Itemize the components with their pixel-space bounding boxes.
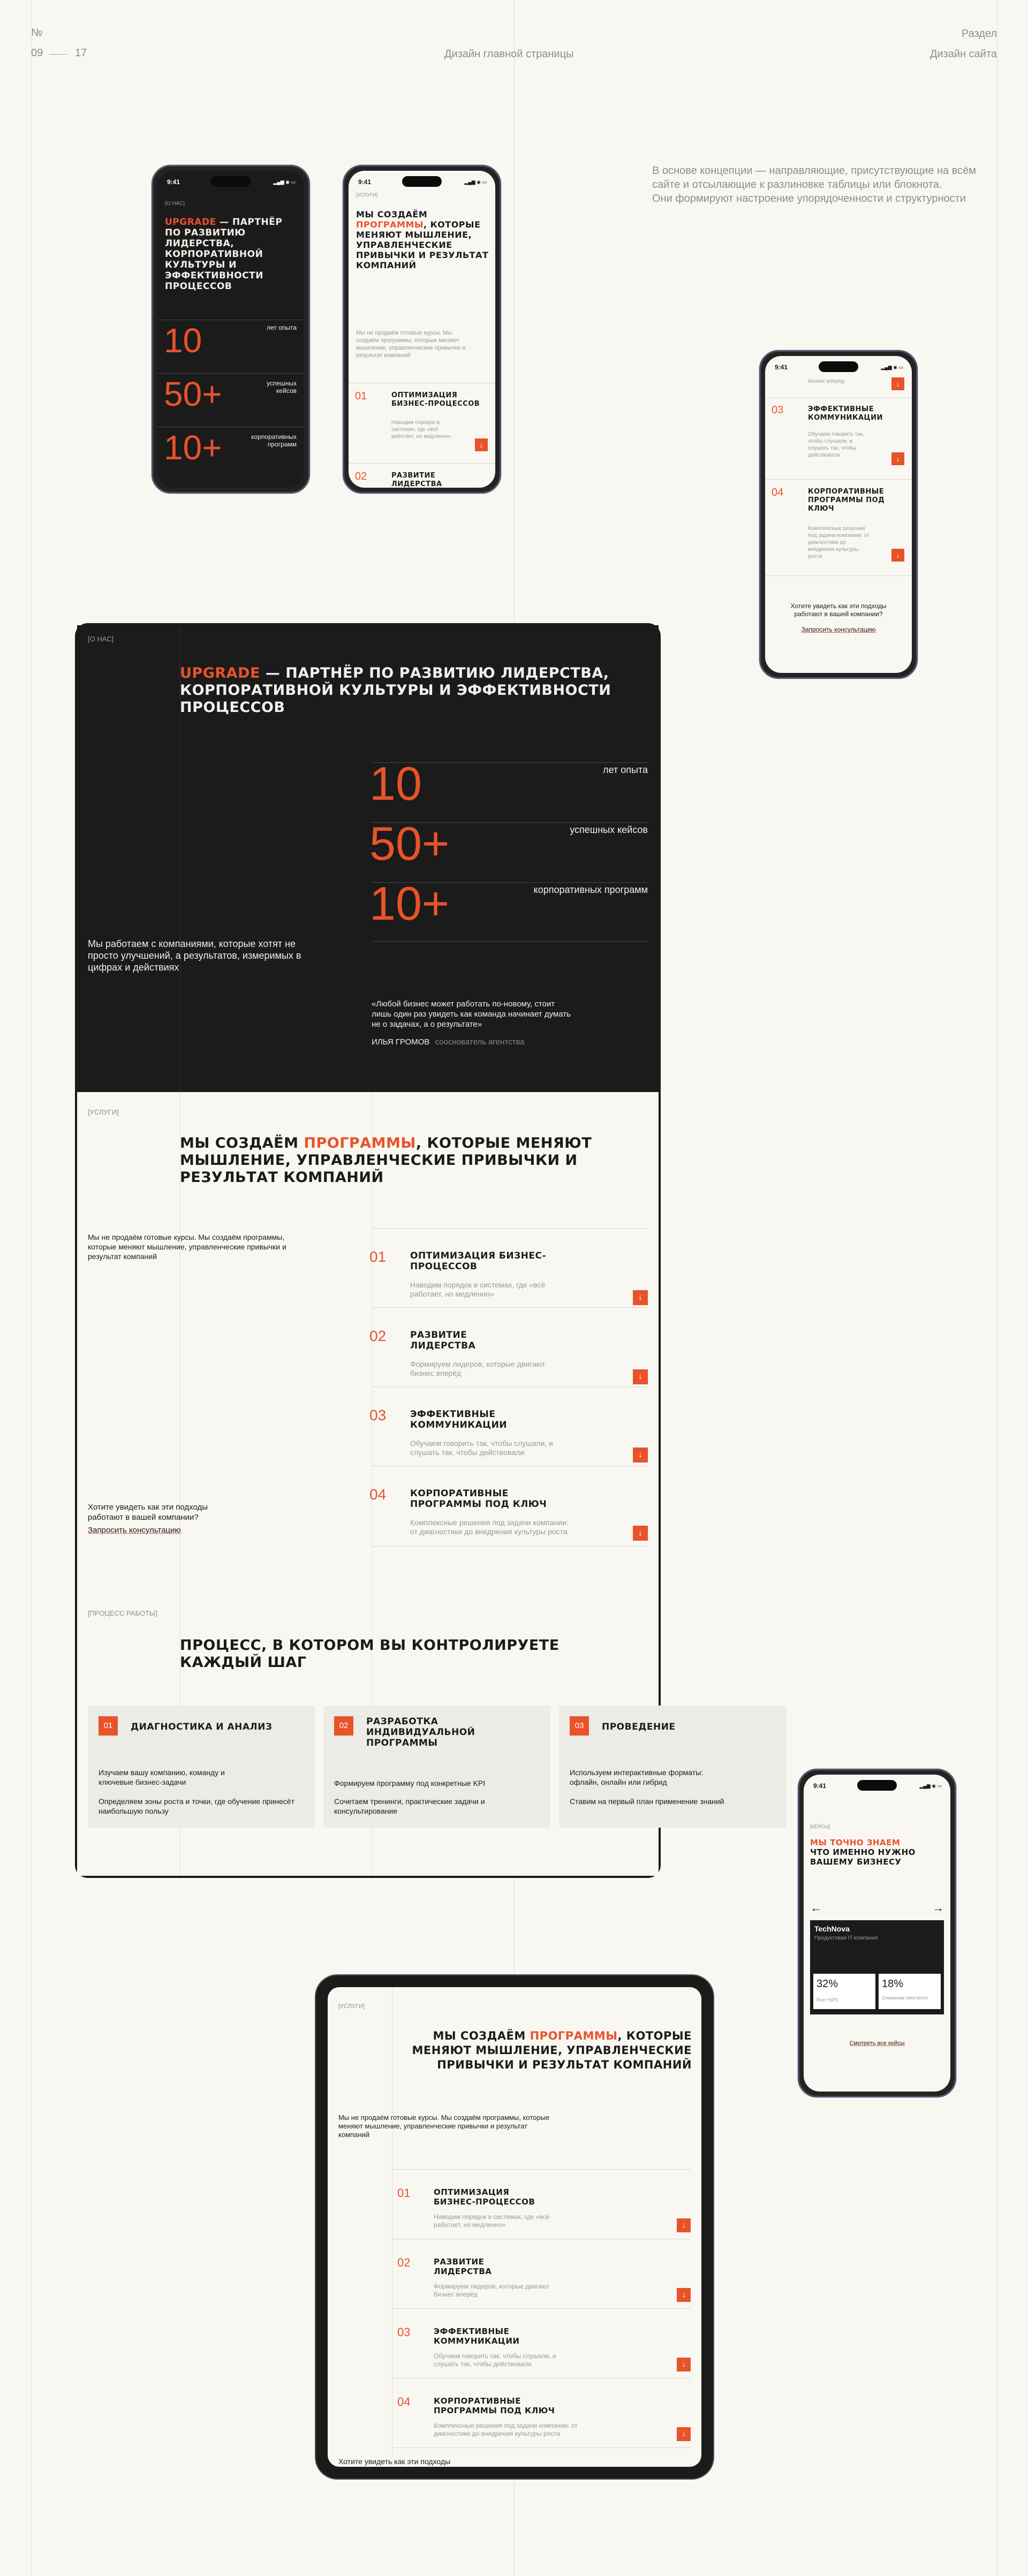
service-arrow-button[interactable]: ↓ (677, 2358, 691, 2372)
case-company: TechNova (814, 1925, 850, 1933)
concept-line: сайте и отсылающие к разлиновке таблицы или блокнота. (652, 179, 942, 191)
service-desc: Комплексные решения под задачи компании: от диагностики до внедрения культуры роста (808, 526, 870, 559)
service-num: 04 (397, 2395, 411, 2408)
service-arrow-button[interactable]: ↓ (891, 549, 904, 562)
services-title (180, 1135, 644, 1186)
services-title-part: , КОТОРЫЕ МЕНЯЮТ МЫШЛЕНИЕ, УПРАВЛЕНЧЕСКИЕ ПРИВЫЧКИ И РЕЗУЛЬТАТ КОМПАНИЙ (412, 2029, 692, 2071)
service-desc: Наводим порядок в системах, где «всё работает, но медленно» (391, 420, 451, 440)
cases-title-rest: ЧТО ИМЕННО НУЖНО ВАШЕМУ БИЗНЕСУ (810, 1847, 916, 1867)
dynamic-island (819, 361, 858, 372)
service-title: ЭФФЕКТИВНЫЕ КОММУНИКАЦИИ (434, 2327, 520, 2346)
about-title-rest: — ПАРТНЁР ПО РАЗВИТИЮ ЛИДЕРСТВА, КОРПОРАТИВНОЙ КУЛЬТУРЫ И ЭФФЕКТИВНОСТИ ПРОЦЕССОВ (180, 665, 611, 716)
phone-about-mockup (152, 165, 310, 494)
process-title: ПРОЦЕСС, В КОТОРОМ ВЫ КОНТРОЛИРУЕТЕ КАЖДЫЙ ШАГ (180, 1637, 560, 1671)
cta-question: Хотите увидеть как эти подходы работают в вашей компании? (88, 1503, 208, 1522)
metric-label: Рост NPS (817, 1997, 838, 2003)
service-num: 03 (397, 2325, 411, 2339)
process-step-text: Используем интерактивные форматы: офлайн, онлайн или гибрид (570, 1768, 704, 1786)
service-desc: Формируем лидеров, которые двигают бизнес вперёд (410, 1360, 546, 1377)
services-title-part: , КОТОРЫЕ МЕНЯЮТ МЫШЛЕНИЕ, УПРАВЛЕНЧЕСКИЕ ПРИВЫЧКИ И РЕЗУЛЬТАТ КОМПАНИЙ (180, 1135, 592, 1186)
quote-author (372, 1037, 525, 1047)
stat-label: лет опыта (603, 764, 648, 775)
cases-title (810, 1838, 939, 1867)
metric-value: 18% (882, 1978, 904, 1990)
service-arrow-button[interactable]: ↓ (633, 1448, 648, 1463)
service-num: 03 (772, 404, 784, 416)
services-title-highlight: ПРОГРАММЫ (356, 219, 424, 230)
cases-title-highlight: МЫ ТОЧНО ЗНАЕМ (810, 1838, 901, 1847)
service-arrow-button[interactable]: ↓ (633, 1290, 648, 1305)
service-num: 02 (355, 471, 367, 482)
services-title-highlight: ПРОГРАММЫ (304, 1135, 416, 1151)
services-intro: Мы не продаём готовые курсы. Мы создаём программы, которые меняют мышление, управленческие привычки и результат компаний (338, 2113, 550, 2139)
phone-services-mockup (343, 165, 501, 494)
process-step-title: ДИАГНОСТИКА И АНАЛИЗ (131, 1722, 273, 1732)
header-right-value: Дизайн сайта (929, 48, 997, 60)
author-name: ИЛЬЯ ГРОМОВ (372, 1037, 430, 1047)
services-title (381, 2029, 692, 2072)
service-title: КОРПОРАТИВНЫЕ ПРОГРАММЫ ПОД КЛЮЧ (410, 1488, 547, 1510)
service-desc: Формируем лидеров, которые двигают бизнес вперёд (434, 2283, 550, 2298)
services-title-part: МЫ СОЗДАЁМ (180, 1135, 304, 1151)
arrow-right-icon[interactable]: → (932, 1901, 944, 1914)
status-icons: ▂▄▆ ◉ ▭ (881, 365, 903, 370)
service-num: 01 (397, 2186, 411, 2200)
tablet-mockup (316, 1975, 713, 2479)
service-desc: Комплексные решения под задачи компании: от диагностики до внедрения культуры роста (410, 1518, 569, 1536)
service-num: 01 (369, 1248, 387, 1265)
services-title-highlight: ПРОГРАММЫ (530, 2029, 618, 2042)
process-card[interactable] (88, 1706, 315, 1828)
service-title: РАЗВИТИЕ ЛИДЕРСТВА (410, 1330, 476, 1351)
stat-label: лет опыта (267, 324, 297, 331)
stat-label: корпоративных программ (251, 433, 297, 448)
metric-value: 32% (817, 1978, 838, 1990)
services-intro: Мы не продаём готовые курсы. Мы создаём программы, которые меняют мышление, управленческие привычки и результат компаний (88, 1233, 286, 1261)
status-time: 9:41 (775, 363, 788, 371)
service-arrow-button[interactable]: ↓ (677, 2427, 691, 2441)
service-desc: Наводим порядок в системах, где «всё работает, но медленно» (434, 2213, 550, 2229)
service-num: 04 (772, 487, 784, 498)
service-desc: Комплексные решения под задачи компании: от диагностики до внедрения культуры роста (434, 2422, 578, 2437)
service-arrow-button[interactable]: ↓ (475, 438, 488, 451)
services-tag: [УСЛУГИ] (338, 2003, 365, 2010)
cases-link[interactable]: Смотреть все кейсы (849, 2040, 905, 2047)
brand-name: UPGRADE (180, 665, 260, 681)
status-icons: ▂▄▆ ◉ ▭ (919, 1783, 942, 1789)
case-metric (879, 1974, 941, 2009)
service-title: ОПТИМИЗАЦИЯ БИЗНЕС-ПРОЦЕССОВ (434, 2187, 535, 2207)
cta-question: Хотите увидеть как эти подходы работают в вашей компании? (790, 602, 887, 618)
status-time: 9:41 (167, 178, 180, 186)
process-tag: [ПРОЦЕСС РАБОТЫ] (88, 1609, 158, 1617)
cta-link[interactable]: Запросить консультацию (801, 626, 876, 633)
case-metric (813, 1974, 875, 2009)
process-step-num: 02 (334, 1716, 353, 1736)
process-step-text: Определяем зоны роста и точки, где обучение принесёт наибольшую пользу (99, 1797, 295, 1815)
service-desc: Обучаем говорить так, чтобы слушали, и слушать так, чтобы действовали (808, 431, 864, 458)
service-num: 03 (369, 1407, 387, 1423)
service-arrow-button[interactable]: ↓ (891, 377, 904, 390)
services-title (356, 209, 490, 270)
service-title: ОПТИМИЗАЦИЯ БИЗНЕС-ПРОЦЕССОВ (410, 1251, 547, 1272)
service-num: 02 (397, 2256, 411, 2269)
status-icons: ▂▄▆ ◉ ▭ (273, 179, 296, 185)
service-num: 01 (355, 390, 367, 402)
brand-name: UPGRADE (165, 217, 216, 228)
process-step-text: Ставим на первый план применение знаний (570, 1797, 724, 1806)
stat-label: корпоративных программ (533, 884, 648, 895)
service-title: РАЗВИТИЕ ЛИДЕРСТВА (391, 472, 442, 488)
process-step-text: Сочетаем тренинги, практические задачи и консультирование (334, 1797, 485, 1815)
phone-services-continued-mockup (759, 350, 918, 679)
process-step-text: Изучаем вашу компанию, команду и ключевые бизнес-задачи (99, 1768, 225, 1786)
stat-value: 50+ (369, 817, 450, 870)
header-center-title: Дизайн главной страницы (444, 48, 574, 60)
status-time: 9:41 (813, 1782, 827, 1790)
concept-line: В основе концепции — направляющие, присутствующие на всём (652, 165, 976, 177)
service-arrow-button[interactable]: ↓ (891, 452, 904, 465)
services-title-part: , КОТОРЫЕ МЕНЯЮТ МЫШЛЕНИЕ, УПРАВЛЕНЧЕСКИЕ ПРИВЫЧКИ И РЕЗУЛЬТАТ КОМПАНИЙ (356, 219, 489, 270)
process-card[interactable] (323, 1706, 550, 1828)
dynamic-island (857, 1780, 897, 1791)
header-page-dash (49, 54, 67, 55)
services-intro: Мы не продаём готовые курсы. Мы создаём программы, которые меняют мышление, управленческие привычки и результат компаний (356, 330, 466, 359)
service-arrow-button[interactable]: ↓ (677, 2218, 691, 2232)
concept-line: Они формируют настроение упорядоченности и структурности (652, 193, 966, 204)
about-title (180, 665, 640, 716)
about-tag: [О НАС] (88, 635, 114, 643)
services-title-part: МЫ СОЗДАЁМ (433, 2029, 530, 2042)
services-title-part: МЫ СОЗДАЁМ (356, 209, 428, 219)
about-title (165, 217, 293, 292)
service-arrow-button[interactable]: ↓ (633, 1526, 648, 1541)
service-arrow-button[interactable]: ↓ (633, 1369, 648, 1384)
arrow-left-icon[interactable]: ← (810, 1901, 822, 1914)
services-tag: [УСЛУГИ] (88, 1108, 119, 1116)
about-title-rest: — ПАРТНЁР ПО РАЗВИТИЮ ЛИДЕРСТВА, КОРПОРАТИВНОЙ КУЛЬТУРЫ И ЭФФЕКТИВНОСТИ ПРОЦЕССОВ (165, 217, 283, 292)
stat-value: 50+ (164, 375, 222, 413)
cases-tag: [КЕЙСЫ] (810, 1824, 830, 1829)
desktop-mockup (75, 623, 724, 1878)
service-title: КОРПОРАТИВНЫЕ ПРОГРАММЫ ПОД КЛЮЧ (434, 2396, 555, 2415)
service-title: КОРПОРАТИВНЫЕ ПРОГРАММЫ ПОД КЛЮЧ (808, 488, 885, 513)
case-company-sub: Продуктовая IT-компания (814, 1935, 878, 1941)
process-step-num: 03 (570, 1716, 589, 1736)
case-card[interactable] (810, 1920, 944, 2014)
service-num: 02 (369, 1328, 387, 1344)
author-role: сооснователь агентства (435, 1037, 525, 1047)
header-right-label: Раздел (961, 28, 997, 40)
process-step-title: ПРОВЕДЕНИЕ (602, 1722, 676, 1732)
concept-text (652, 164, 976, 206)
status-icons: ▂▄▆ ◉ ▭ (464, 179, 487, 185)
service-arrow-button[interactable]: ↓ (677, 2288, 691, 2302)
cta-link[interactable]: Запросить консультацию (88, 1526, 181, 1535)
status-time: 9:41 (358, 178, 372, 186)
services-section (77, 1092, 724, 1876)
stat-value: 10 (164, 321, 202, 360)
header-number-label: № (31, 27, 43, 39)
about-intro: Мы работаем с компаниями, которые хотят не просто улучшений, а результатов, измеримых в цифрах и действиях (88, 938, 301, 973)
cta-question: Хотите увидеть как эти подходы (338, 2457, 451, 2466)
service-title: РАЗВИТИЕ ЛИДЕРСТВА (434, 2257, 492, 2276)
header-page-from: 09 (31, 47, 43, 59)
stat-label: успешных кейсов (570, 824, 648, 835)
about-quote: «Любой бизнес может работать по-новому, стоит лишь один раз увидеть как команда начинает думать не о задачах, а о результате» (372, 999, 571, 1029)
phone-cases-mockup (798, 1769, 956, 2097)
service-desc-partial: бизнес вперёд (808, 378, 845, 384)
process-card[interactable] (559, 1706, 786, 1828)
service-title: ОПТИМИЗАЦИЯ БИЗНЕС-ПРОЦЕССОВ (391, 391, 480, 408)
stat-value: 10+ (164, 428, 222, 467)
dynamic-island (402, 176, 442, 187)
process-step-title: РАЗРАБОТКА ИНДИВИДУАЛЬНОЙ ПРОГРАММЫ (366, 1716, 475, 1748)
dynamic-island (211, 176, 251, 187)
service-title: ЭФФЕКТИВНЫЕ КОММУНИКАЦИИ (410, 1409, 508, 1430)
stat-value: 10 (369, 757, 422, 810)
stat-value: 10+ (369, 877, 450, 930)
process-step-text: Формируем программу под конкретные KPI (334, 1779, 486, 1787)
header-page-to: 17 (75, 47, 87, 59)
about-tag: [О НАС] (165, 201, 185, 207)
metric-label: Снижение текучести (882, 1995, 928, 2001)
process-step-num: 01 (99, 1716, 118, 1736)
stat-label: успешных кейсов (267, 380, 297, 395)
service-desc: Наводим порядок в системах, где «всё работает, но медленно» (410, 1281, 546, 1298)
service-num: 04 (369, 1486, 387, 1503)
service-desc: Обучаем говорить так, чтобы слушали, и слушать так, чтобы действовали (434, 2352, 556, 2368)
about-section (77, 625, 659, 1092)
services-tag: [УСЛУГИ] (356, 192, 377, 198)
service-title: ЭФФЕКТИВНЫЕ КОММУНИКАЦИИ (808, 405, 883, 422)
service-desc: Обучаем говорить так, чтобы слушали, и слушать так, чтобы действовали (410, 1439, 553, 1457)
